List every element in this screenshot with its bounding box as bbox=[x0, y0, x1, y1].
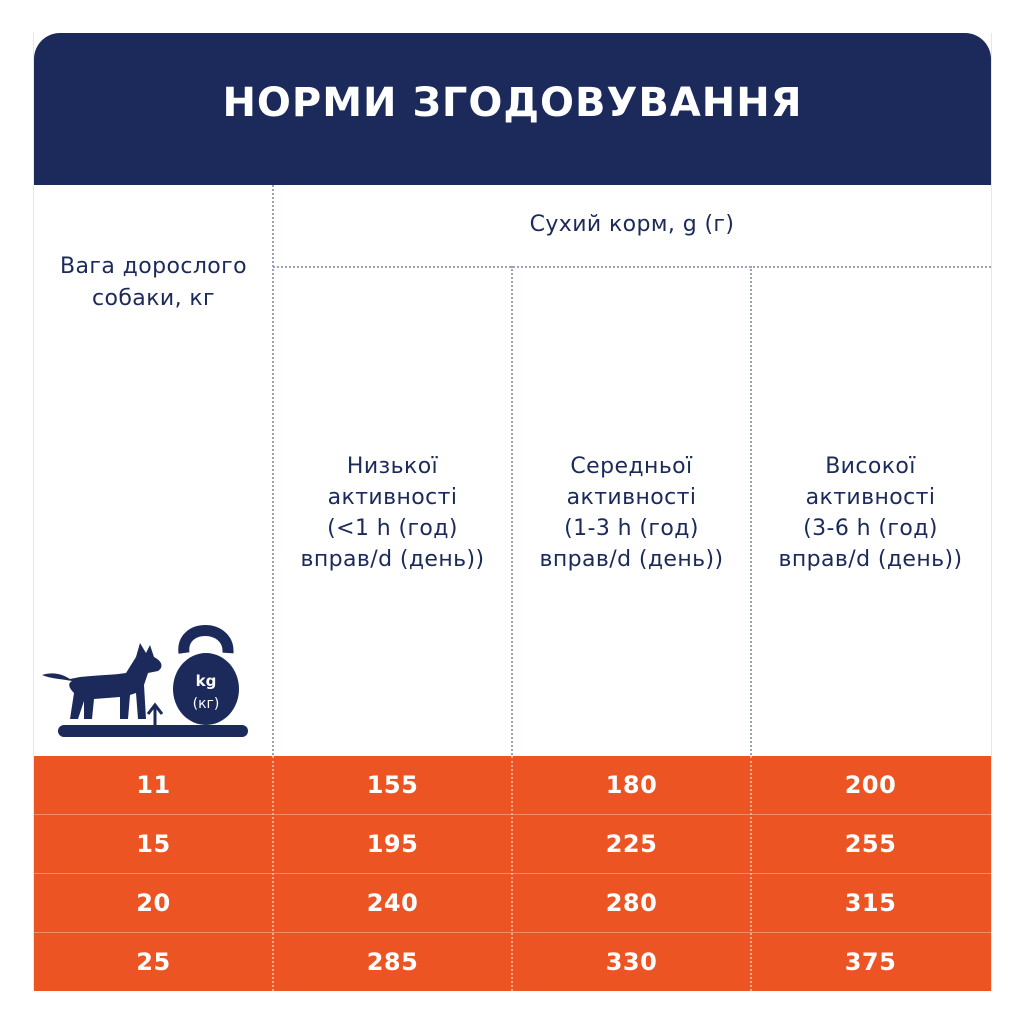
low-activity-cell: 195 bbox=[366, 830, 419, 858]
medium-activity-cell: 330 bbox=[605, 948, 658, 976]
dog-weight-icon bbox=[40, 613, 255, 743]
medium-activity-header: Середньої активності (1-3 h (год) вправ/d (день)) bbox=[539, 454, 724, 572]
kettlebell-label-bottom: (кг) bbox=[192, 696, 220, 712]
high-activity-cell: 315 bbox=[844, 889, 897, 917]
feeding-table-card bbox=[33, 33, 992, 991]
medium-activity-cell: 180 bbox=[605, 771, 658, 799]
weight-cell: 25 bbox=[136, 948, 171, 976]
dry-food-header: Сухий корм, g (г) bbox=[529, 212, 735, 237]
medium-activity-cell: 280 bbox=[605, 889, 658, 917]
low-activity-cell: 285 bbox=[366, 948, 419, 976]
row-column-divider bbox=[272, 756, 274, 991]
header-banner bbox=[34, 33, 991, 185]
kettlebell-label-top: kg bbox=[195, 672, 217, 690]
scale-bar-icon bbox=[58, 725, 248, 737]
kettlebell-handle-icon bbox=[184, 631, 228, 654]
weight-column-header: Вага дорослого собаки, кг bbox=[60, 254, 247, 311]
high-activity-header: Високої активності (3-6 h (год) вправ/d (день)) bbox=[778, 454, 963, 572]
weight-cell: 15 bbox=[136, 830, 171, 858]
high-activity-cell: 200 bbox=[844, 771, 897, 799]
row-column-divider bbox=[511, 756, 513, 991]
dog-icon bbox=[42, 643, 161, 719]
weight-cell: 11 bbox=[136, 771, 171, 799]
row-divider bbox=[273, 266, 991, 268]
low-activity-cell: 155 bbox=[366, 771, 419, 799]
high-activity-cell: 255 bbox=[844, 830, 897, 858]
high-activity-cell: 375 bbox=[844, 948, 897, 976]
medium-activity-cell: 225 bbox=[605, 830, 658, 858]
low-activity-cell: 240 bbox=[366, 889, 419, 917]
page-title: НОРМИ ЗГОДОВУВАННЯ bbox=[222, 80, 803, 126]
weight-cell: 20 bbox=[136, 889, 171, 917]
low-activity-header: Низької активності (<1 h (год) вправ/d (день)) bbox=[300, 454, 485, 572]
dog-on-scale-icon bbox=[40, 613, 255, 743]
row-column-divider bbox=[750, 756, 752, 991]
